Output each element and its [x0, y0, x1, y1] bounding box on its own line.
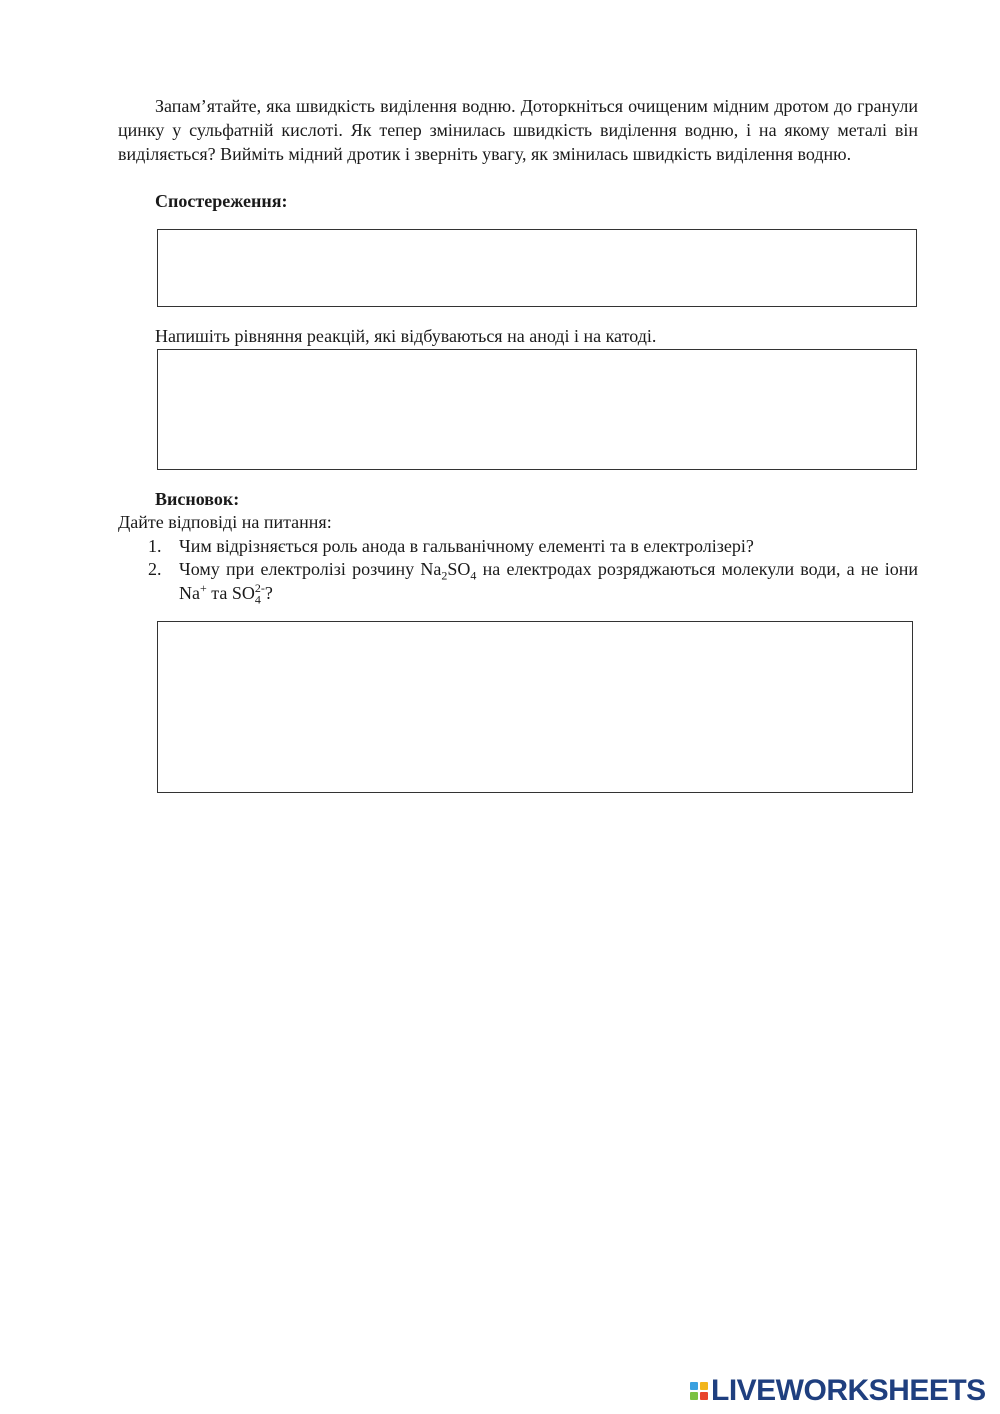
liveworksheets-logo [690, 1374, 986, 1408]
question-2 [148, 557, 918, 605]
logo-square-1 [690, 1382, 698, 1390]
question-2-text: Чому при електролізі розчину $Na_2SO_4$ на електродах розряджаються молекули води, а не іони Na+ та $SO_4^{2-}$? [179, 559, 918, 607]
questions-instruction: Дайте відповіді на питання: [118, 512, 332, 532]
conclusion-heading: Висновок: [155, 489, 240, 509]
observation-heading: Спостереження: [155, 191, 288, 211]
liveworksheets-logo-text: LIVEWORKSHEETS [711, 1374, 986, 1407]
conclusion-answer-box[interactable] [157, 621, 913, 793]
equations-answer-box[interactable] [157, 349, 917, 470]
liveworksheets-logo-icon [690, 1382, 708, 1400]
logo-square-2 [700, 1382, 708, 1390]
question-2-number: 2. [148, 559, 162, 579]
logo-square-3 [690, 1392, 698, 1400]
logo-square-4 [700, 1392, 708, 1400]
intro-paragraph: Запам’ятайте, яка швидкість виділення водню. Доторкніться очищеним мідним дротом до гранули цинку у сульфатній кислоті. Як тепер змінилась швидкість виділення водню, і на якому металі він виділяється? Вийміть мідний дротик і зверніть увагу, як змінилась швидкість виділення водню. [118, 96, 918, 164]
equations-prompt: Напишіть рівняння реакцій, які відбуваються на аноді і на катоді. [155, 326, 657, 346]
question-1-number: 1. [148, 536, 162, 556]
question-1 [148, 534, 918, 558]
observation-answer-box[interactable] [157, 229, 917, 307]
question-1-text: Чим відрізняється роль анода в гальванічному елементі та в електролізері? [179, 536, 754, 556]
